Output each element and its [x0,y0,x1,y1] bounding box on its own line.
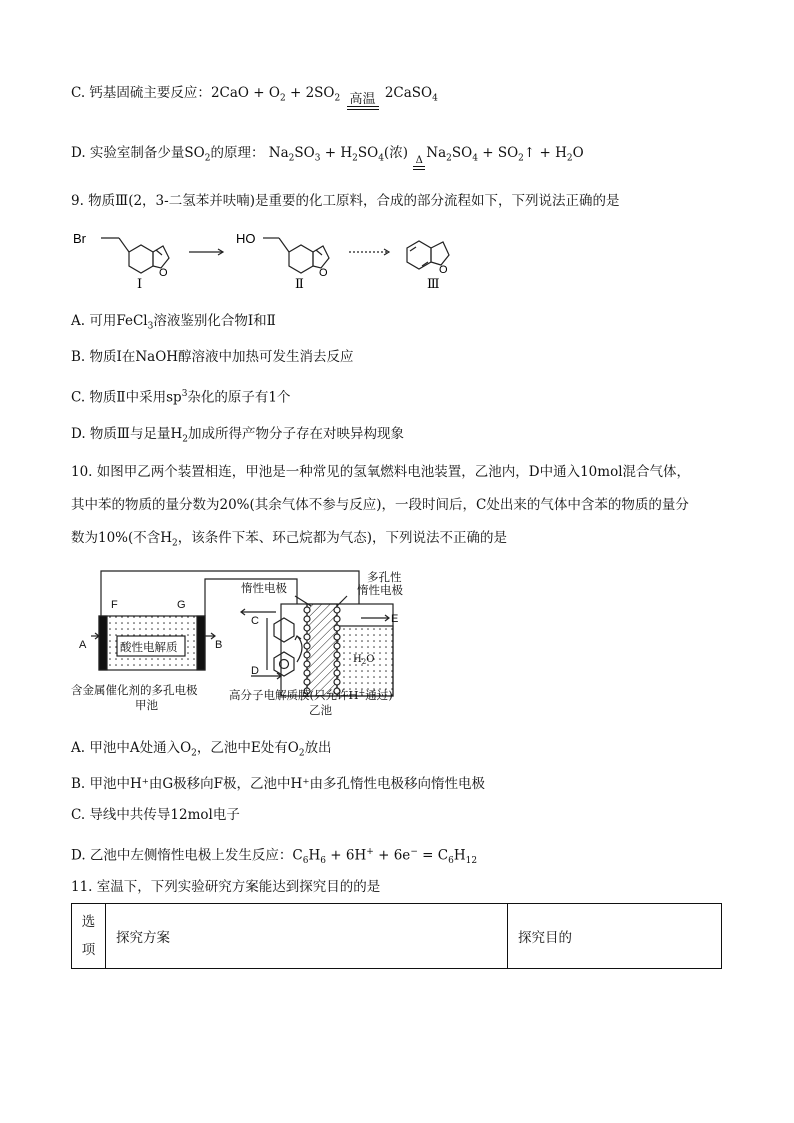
header-option: 选 项 [72,904,106,969]
porous-label-2: 惰性电极 [357,583,403,597]
inert-electrode-label: 惰性电极 [241,581,287,595]
br-label: Br [73,231,86,246]
furan-ring-1 [153,246,169,268]
option-9d: D. 物质Ⅲ与足量$H_2$加成所得产物分子存在对映异构现象 [71,426,404,445]
label-d: D [251,665,259,677]
right-caption: 高分子电解质膜(只允许H+通过) [229,688,393,702]
label-e: E [391,613,399,625]
right-pool-name: 乙池 [309,703,332,717]
benzene-ring-2 [289,245,313,273]
furan-ring-3 [431,242,449,265]
o-label-1: O [159,267,168,279]
option-8d: D. 实验室制备少量$SO_2$的原理： $Na_2SO_3 + H_2SO_4$(浓) Δ $Na_2SO_4$ + $SO_2↑ + H_2O$ [71,142,584,170]
question-11-stem: 11. 室温下，下列实验研究方案能达到探究目的的是 [71,879,381,895]
table-header-row [72,904,722,969]
label-f: F [111,599,118,611]
header-purpose: 探究目的 [508,904,722,969]
reaction-condition: 高温 [347,93,379,110]
label-c: C [251,615,259,627]
porous-label-1: 多孔性 [367,570,402,584]
option-10c: C. 导线中共传导12mol电子 [71,807,240,823]
benzene-ring-1 [129,245,153,273]
option-9c: C. 物质Ⅱ中采用$sp^3$杂化的原子有1个 [71,389,291,406]
option-10a: A. 甲池中A处通入$O_2$，乙池中E处有$O_2$放出 [71,740,332,759]
option-10d: D. 乙池中左侧惰性电极上发生反应：$C_6H_6 + 6H^+ + 6e^- = C_6H_{12}$ [71,847,478,867]
o-label-3: O [439,264,448,276]
experiment-table [71,903,722,969]
question-9-stem: 9. 物质Ⅲ(2，3-二氢苯并呋喃)是重要的化工原料，合成的部分流程如下，下列说法正确的是 [71,193,620,209]
compound-ii-label: Ⅱ [295,277,304,292]
water-label: $H_2O$ [353,654,375,666]
electrolysis-diagram [71,566,431,726]
option-9b: B. 物质Ⅰ在NaOH醇溶液中加热可发生消去反应 [71,349,354,365]
synthesis-scheme [71,222,491,292]
label-a: A [79,639,87,651]
question-10-stem-3: 数为10%(不含$H_2$，该条件下苯、环己烷都为气态)，下列说法不正确的是 [71,530,508,549]
compound-iii-label: Ⅲ [427,277,440,292]
option-10b: B. 甲池中H⁺由G极移向F极，乙池中H⁺由多孔惰性电极移向惰性电极 [71,776,485,792]
heat-condition: Δ [413,156,425,170]
electrolyte-label: 酸性电解质 [120,640,178,654]
header-plan: 探究方案 [106,904,508,969]
option-9a: A. 可用FeCl$_3$溶液鉴别化合物Ⅰ和Ⅱ [71,313,276,332]
compound-i-label: Ⅰ [137,277,143,292]
furan-ring-2 [313,246,329,268]
question-10-stem-1: 10. 如图甲乙两个装置相连，甲池是一种常见的氢氧燃料电池装置，乙池内，D中通入10mol混合气体， [71,464,691,480]
label-b: B [215,639,223,651]
cyclohexane-ring [274,618,294,642]
question-10-stem-2: 其中苯的物质的量分数为20%(其余气体不参与反应)，一段时间后，C处出来的气体中含苯的物质的量分 [71,497,689,513]
o-label-2: O [319,267,328,279]
benzene-ring [274,652,294,676]
benzene-ring-3 [407,241,431,269]
label-g: G [177,599,186,611]
option-8c: C. 钙基固硫主要反应：$2CaO + O_2 + 2SO_2$ 高温 2CaSO$_4$ [71,82,438,110]
left-pool-name: 甲池 [135,698,158,712]
ho-label: HO [236,231,256,246]
left-caption: 含金属催化剂的多孔电极 [71,683,198,697]
